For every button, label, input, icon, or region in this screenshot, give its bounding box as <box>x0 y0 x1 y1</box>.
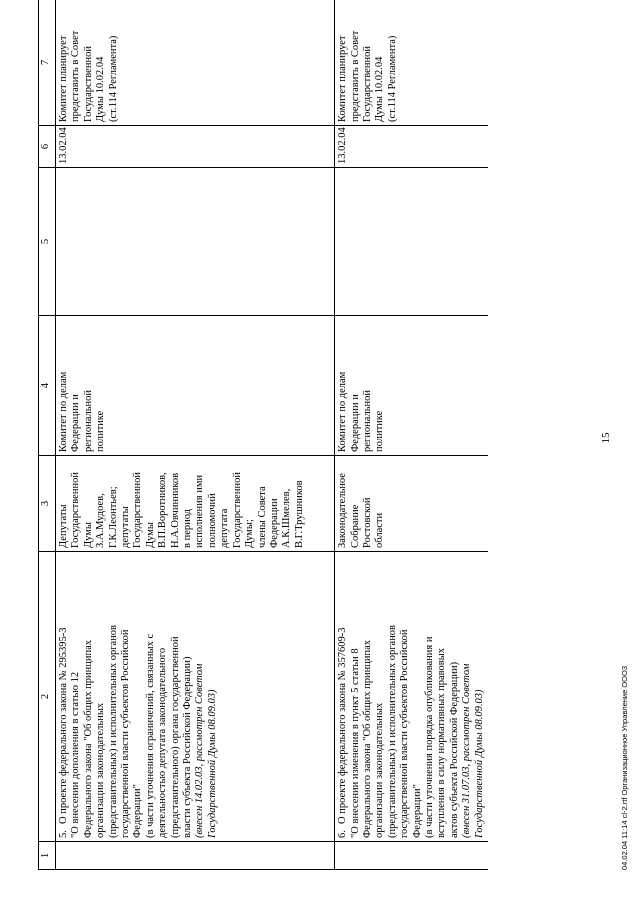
text-line: Федерации" <box>132 784 144 838</box>
text-line: (внесен 14.02.03, рассмотрен Советом <box>194 663 206 838</box>
text-line: Федерации и <box>70 394 82 452</box>
spacer-cell <box>308 842 335 870</box>
text-line: Думы 10.02.04 <box>374 56 386 122</box>
row-number: 6. <box>337 830 349 838</box>
cell-remark <box>335 0 488 126</box>
text-line: области <box>374 512 386 548</box>
text-line: "О внесении дополнения в статью 12 <box>70 671 82 838</box>
text-line: Государственной Думы 08.09.03) <box>206 689 218 838</box>
row-spacer <box>308 0 335 870</box>
footer-stamp: 04.02.04 11:14 cl-2.rtf Организационное Управление ООО3 <box>620 666 629 870</box>
text-line: представить в Совет <box>70 30 82 122</box>
text-line: актов субъекта Российской Федерации) <box>448 661 460 838</box>
text-line: З.А.Мудоев, <box>95 493 107 548</box>
text-line: Комитет планирует <box>337 35 349 122</box>
text-line: Думы 10.02.04 <box>95 56 107 122</box>
text-line: Думы <box>144 522 156 548</box>
text-line: политике <box>95 410 107 452</box>
text-line: государственной власти субъектов Российской <box>120 629 132 838</box>
text-line: в период <box>182 508 194 548</box>
text-line: Государственной <box>361 46 373 122</box>
text-line <box>337 555 349 838</box>
text-line: Думы; <box>244 519 256 548</box>
text-line: региональной <box>361 390 373 452</box>
cell-initiator <box>335 456 488 552</box>
header-row <box>39 0 56 870</box>
spacer-cell <box>308 456 335 552</box>
text-line: Собрание Ростовской <box>349 497 373 548</box>
text-line: В.Г.Трушников <box>293 480 305 548</box>
cell-title <box>335 552 488 842</box>
cell-col5 <box>56 168 309 316</box>
text-line: Г.К.Леонтьев; <box>107 486 119 548</box>
text-line: Депутаты <box>58 504 69 548</box>
title-line: О проекте федерального закона № 357609-3 <box>337 627 349 824</box>
text-line: (в части уточнения ограничений, связанных с <box>144 633 156 838</box>
text-line: Комитет по делам <box>337 371 349 452</box>
text-line: Комитет планирует <box>58 35 69 122</box>
text-line: (в части уточнения порядка опубликования и <box>423 636 435 838</box>
text-line: Федерации <box>268 498 280 548</box>
spacer-cell <box>308 126 335 168</box>
text-line: представить в Совет <box>349 30 361 122</box>
text-line: исполнения ими <box>194 474 206 548</box>
table-body <box>39 0 489 870</box>
text-line: (ст.114 Регламента) <box>107 35 119 122</box>
text-line: Государственной <box>70 472 82 548</box>
text-line: члены Совета <box>256 486 268 548</box>
spacer-cell <box>308 316 335 456</box>
header-cell: 5 <box>39 168 56 316</box>
header-cell: 4 <box>39 316 56 456</box>
text-line: "О внесении изменения в пункт 5 статьи 8 <box>349 648 361 838</box>
title-line: О проекте федерального закона № 295395-3 <box>58 627 69 824</box>
text-line: Государственной <box>231 472 243 548</box>
text-line: Думы <box>82 522 94 548</box>
table-row <box>335 0 488 870</box>
text-line: организации законодательных <box>374 702 386 838</box>
text-line: Государственной Думы 08.09.03) <box>473 689 485 838</box>
text-line: власти субъекта Российской Федерации) <box>182 656 194 838</box>
cell-date: 13.02.04 <box>335 126 488 168</box>
cell-empty <box>56 842 309 870</box>
text-line: Н.А.Овчинников <box>169 472 181 548</box>
text-line: Комитет по делам <box>58 371 69 452</box>
page-number: 15 <box>600 432 612 444</box>
cell-remark <box>56 0 309 126</box>
text-line: Федерации и <box>349 394 361 452</box>
header-cell: 6 <box>39 126 56 168</box>
spacer-cell <box>308 168 335 316</box>
row-number: 5. <box>58 830 69 838</box>
cell-committee <box>56 316 309 456</box>
cell-empty <box>335 842 488 870</box>
text-line: депутаты <box>120 506 132 548</box>
cell-title <box>56 552 309 842</box>
text-line: (внесен 31.07.03, рассмотрен Советом <box>461 663 473 838</box>
text-line: В.П.Воротников, <box>157 472 169 548</box>
spacer-cell <box>308 552 335 842</box>
header-cell: 1 <box>39 842 56 870</box>
text-line: организации законодательных <box>95 702 107 838</box>
table-row <box>56 0 309 870</box>
text-line: Федерации" <box>411 784 423 838</box>
text-line: (представительных) и исполнительных органов <box>386 624 398 838</box>
cell-committee <box>335 316 488 456</box>
text-line: Законодательное <box>337 473 349 548</box>
header-cell: 2 <box>39 552 56 842</box>
cell-initiator <box>56 456 309 552</box>
text-line: государственной власти субъектов Российской <box>399 629 411 838</box>
text-line: деятельностью депутата законодательного <box>157 647 169 838</box>
text-line: региональной <box>82 390 94 452</box>
text-line <box>58 555 70 838</box>
text-line: Федерального закона "Об общих принципах <box>361 639 373 838</box>
text-line: Государственной <box>82 46 94 122</box>
legislation-table <box>38 0 488 870</box>
text-line: полномочий депутата <box>206 493 231 548</box>
cell-col5 <box>335 168 488 316</box>
text-line: (представительного) органа государственной <box>169 636 181 838</box>
header-cell: 3 <box>39 456 56 552</box>
text-line: политике <box>374 410 386 452</box>
header-cell: 7 <box>39 0 56 126</box>
text-line: вступления в силу нормативных правовых <box>436 647 448 838</box>
text-line: (представительных) и исполнительных органов <box>107 624 119 838</box>
spacer-cell <box>308 0 335 126</box>
cell-date: 13.02.04 <box>56 126 309 168</box>
text-line: (ст.114 Регламента) <box>386 35 398 122</box>
text-line: А.К.Шмелев, <box>281 488 293 548</box>
text-line: Государственной <box>132 472 144 548</box>
text-line: Федерального закона "Об общих принципах <box>82 639 94 838</box>
